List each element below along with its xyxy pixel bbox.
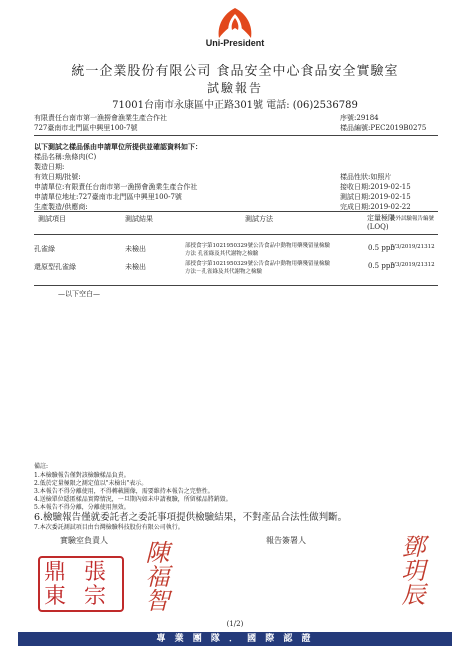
note-item: 2.低於定量極限之測定值以"未檢出"表示。 bbox=[34, 480, 148, 487]
applicant: 申請單位:有限責任台南市第一漁撈會漁業生產合作社 bbox=[34, 183, 198, 191]
note-item: 4.送檢單位隱匿樣品實際情況，一旦期內如未申請複驗，所留樣品將銷毀。 bbox=[34, 496, 232, 503]
lab-address: 71001台南市永康區中正路301號 電話: (06)2536789 bbox=[112, 100, 358, 111]
note-item: 1.本檢驗報告僅對該檢驗樣品負責。 bbox=[34, 472, 130, 479]
lab-head-label: 實驗室負責人 bbox=[60, 536, 108, 545]
page-number: (1/2) bbox=[226, 620, 244, 628]
brand-name: Uni-President bbox=[205, 38, 265, 48]
mfg-date: 製造日期: bbox=[34, 163, 65, 171]
client-address: 727臺南市北門區中興里100-7號 bbox=[34, 124, 138, 132]
sample-number: 樣品編號:PEC2019B0275 bbox=[340, 124, 427, 132]
received-date: 接收日期:2019-02-15 bbox=[340, 183, 411, 191]
table-bottom-rule bbox=[34, 285, 438, 286]
footer-banner: 專 業 團 隊 ． 國 際 認 證 bbox=[18, 632, 452, 646]
note-item: 5.本報告不得分離，分離使用無效。 bbox=[34, 504, 130, 511]
tested-date: 測試日期:2019-02-15 bbox=[340, 193, 411, 201]
signature-signer: 鄧玥辰 bbox=[397, 534, 425, 606]
divider bbox=[34, 135, 438, 136]
sample-name: 樣品名稱:魚條肉(C) bbox=[34, 153, 97, 161]
signature-lab-head: 陳福智 bbox=[141, 540, 169, 612]
sample-type: 樣品性狀:如照片 bbox=[340, 173, 392, 181]
table-top-rule bbox=[34, 211, 438, 212]
col-loq: 定量極限 (LOQ) bbox=[367, 214, 395, 231]
row-item: 還原型孔雀綠 bbox=[34, 263, 76, 271]
note-disclaimer: 6.檢驗報告僅就委託者之委託事項提供檢驗結果，不對產品合法性做判斷。 bbox=[34, 512, 348, 523]
expiry-batch: 有效日期/批號: bbox=[34, 173, 81, 181]
producer: 生產製造/供應商: bbox=[34, 203, 88, 211]
signer-label: 報告簽署人 bbox=[266, 536, 306, 545]
row-approval: V3/2019/21312 bbox=[392, 262, 435, 268]
row-loq: 0.5 ppb bbox=[368, 244, 395, 252]
row-method: 部授食字第1021950329號公告食品中動物用藥殘留量檢驗方法 孔雀綠及其代謝物之檢驗 bbox=[185, 243, 330, 257]
row-approval: V3/2019/21312 bbox=[392, 244, 435, 250]
report-title: 試驗報告 bbox=[206, 81, 263, 95]
row-method: 部授食字第1021950329號公告食品中動物用藥殘留量檢驗方法－孔雀綠及其代謝物之檢驗 bbox=[185, 261, 330, 275]
col-method: 測試方法 bbox=[245, 215, 273, 223]
note-item: 3.本報告不得分離使用，不得轉載圖像，需要維持本報告之完整性。 bbox=[34, 488, 214, 495]
row-result: 未檢出 bbox=[125, 245, 146, 253]
table-header-rule bbox=[34, 234, 438, 235]
serial-number: 序號:29184 bbox=[340, 114, 379, 122]
company-title: 統一企業股份有限公司 食品安全中心食品安全實驗室 bbox=[71, 64, 399, 79]
row-loq: 0.5 ppb bbox=[368, 262, 395, 270]
col-approval: 委外試驗報告編號 bbox=[390, 216, 435, 222]
end-of-table: —以下空白— bbox=[58, 290, 100, 298]
col-result: 測試結果 bbox=[125, 215, 153, 223]
notice-text: 以下測試之樣品係由申請單位所提供並確認資料如下： bbox=[34, 142, 202, 151]
client-name: 有限責任台南市第一漁撈會漁業生產合作社 bbox=[34, 114, 167, 122]
col-item: 測試項目 bbox=[38, 215, 66, 223]
official-seal-icon: 鼎 張 東 宗 bbox=[38, 556, 124, 612]
row-result: 未檢出 bbox=[125, 263, 146, 271]
row-item: 孔雀綠 bbox=[34, 245, 55, 253]
applicant-address: 申請單位地址:727臺南市北門區中興里100-7號 bbox=[34, 193, 182, 201]
notes-heading: 備註: bbox=[34, 463, 49, 470]
note-item: 7.本次委託測試項目由台灣檢驗科技股份有限公司執行。 bbox=[34, 524, 184, 531]
completed-date: 完成日期:2019-02-22 bbox=[340, 203, 411, 211]
